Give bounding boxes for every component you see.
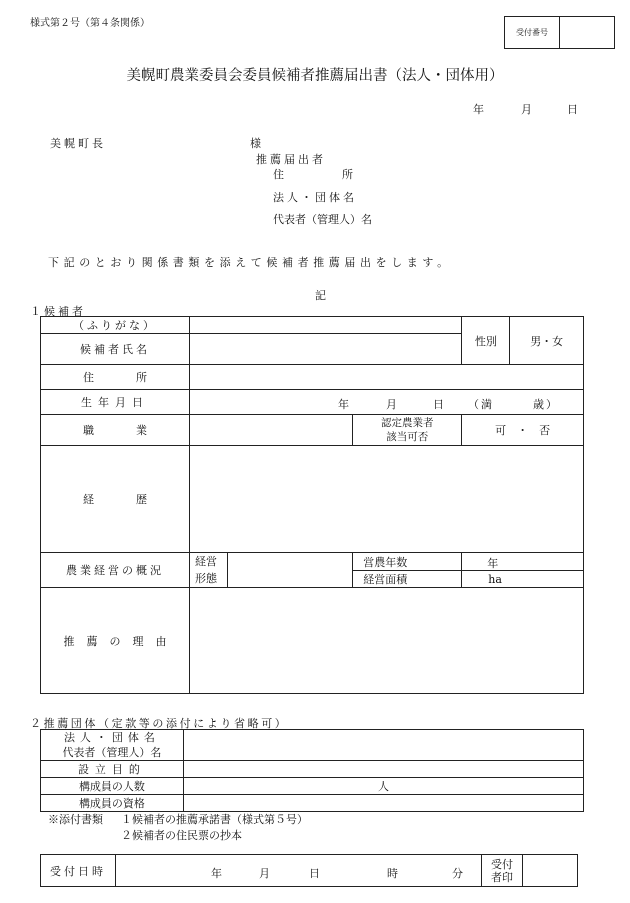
candidate-name-label: 候補者氏名 [41,334,190,365]
candidate-address-label: 住所 [41,365,190,390]
farm-type-label-line1: 経営 [195,555,217,568]
addressee: 美幌町長 [50,137,106,150]
org-name-label [41,730,184,761]
receipt-day: 日 [309,867,320,880]
section1-title: １候補者 [30,305,86,318]
farm-type-label [190,553,228,588]
dob-month-label: 月 [386,398,397,411]
certified-farmer-label-line1: 認定農業者 [381,417,434,429]
receipt-number-label: 受付番号 [505,17,560,49]
members-count-field[interactable]: 人 [183,778,583,795]
submitter-address-label: 住所 [273,168,411,181]
statement: 下記のとおり関係書類を添えて候補者推薦届出をします。 [48,256,453,269]
receipt-number-box [504,16,615,49]
members-qualification-label: 構成員の資格 [41,795,184,812]
receipt-number-field[interactable] [560,17,615,49]
submitter-org-name-label: 法人・団体名 [273,191,357,204]
certified-farmer-options[interactable]: 可 ・ 否 [462,415,584,446]
receiver-stamp-label-line1: 受付 [491,857,513,871]
dob-label: 生年月日 [41,390,190,415]
date-month: 月 [521,103,532,116]
receipt-month: 月 [259,867,270,880]
date-day: 日 [567,103,578,116]
farming-years-field[interactable] [462,553,584,571]
purpose-field[interactable] [183,761,583,778]
receiver-stamp-label-line2: 者印 [491,870,513,884]
candidate-table [40,316,584,694]
dob-field[interactable] [190,390,584,415]
receipt-datetime-label: 受付日時 [41,855,116,887]
furigana-label: （ふりがな） [41,317,190,334]
ki-mark: 記 [315,289,326,302]
receiver-stamp-label [482,855,523,887]
attachment-item-1: １候補者の推薦承諾書（様式第５号） [121,813,308,826]
addressee-suffix: 様 [250,137,261,150]
reason-label: 推薦の理由 [41,588,190,694]
org-name-label-line2: 代表者（管理人）名 [62,746,162,759]
dob-day-label: 日 [433,398,444,411]
submitter-representative-label: 代表者（管理人）名 [273,213,372,226]
furigana-field[interactable] [190,317,462,334]
members-count-label: 構成員の人数 [41,778,184,795]
gender-options[interactable]: 男・女 [510,317,584,365]
career-field[interactable] [190,446,584,553]
members-qualification-field[interactable] [183,795,583,812]
org-name-label-line1: 法人・団体名 [63,731,160,744]
occupation-field[interactable] [190,415,353,446]
receipt-minute: 分 [452,867,463,880]
receipt-hour: 時 [387,867,398,880]
farming-years-unit: 年 [487,557,499,570]
farm-area-field[interactable] [462,571,584,588]
certified-farmer-label [353,415,462,446]
farming-years-label: 営農年数 [353,553,462,571]
career-label: 経歴 [41,446,190,553]
form-number: 様式第２号（第４条関係） [30,18,150,29]
farm-type-field[interactable] [227,553,353,588]
receipt-datetime-field[interactable] [116,855,482,887]
submitter-heading: 推薦届出者 [256,153,326,166]
farm-overview-label: 農業経営の概況 [41,553,190,588]
farm-type-label-line2: 形態 [195,572,217,585]
purpose-label: 設立目的 [41,761,184,778]
attachments-label: ※添付書類 [48,813,103,826]
org-name-field[interactable] [183,730,583,761]
occupation-label: 職業 [41,415,190,446]
gender-label: 性別 [462,317,510,365]
candidate-address-field[interactable] [190,365,584,390]
certified-farmer-label-line2: 該当可否 [386,431,429,443]
receiver-stamp-field[interactable] [523,855,578,887]
attachment-item-2: ２候補者の住民票の抄本 [121,829,242,842]
organization-table [40,729,584,812]
receipt-datetime-table [40,854,578,887]
farm-area-label: 経営面積 [353,571,462,588]
date-year: 年 [473,103,484,116]
candidate-name-field[interactable] [190,334,462,365]
section2-title: ２推薦団体（定款等の添付により省略可） [30,717,289,730]
age-label: （満 歳） [468,398,559,411]
receipt-year: 年 [211,867,222,880]
document-title: 美幌町農業委員会委員候補者推薦届出書（法人・団体用） [126,68,504,84]
dob-year-label: 年 [338,398,349,411]
reason-field[interactable] [190,588,584,694]
farm-area-unit: ha [488,573,502,586]
